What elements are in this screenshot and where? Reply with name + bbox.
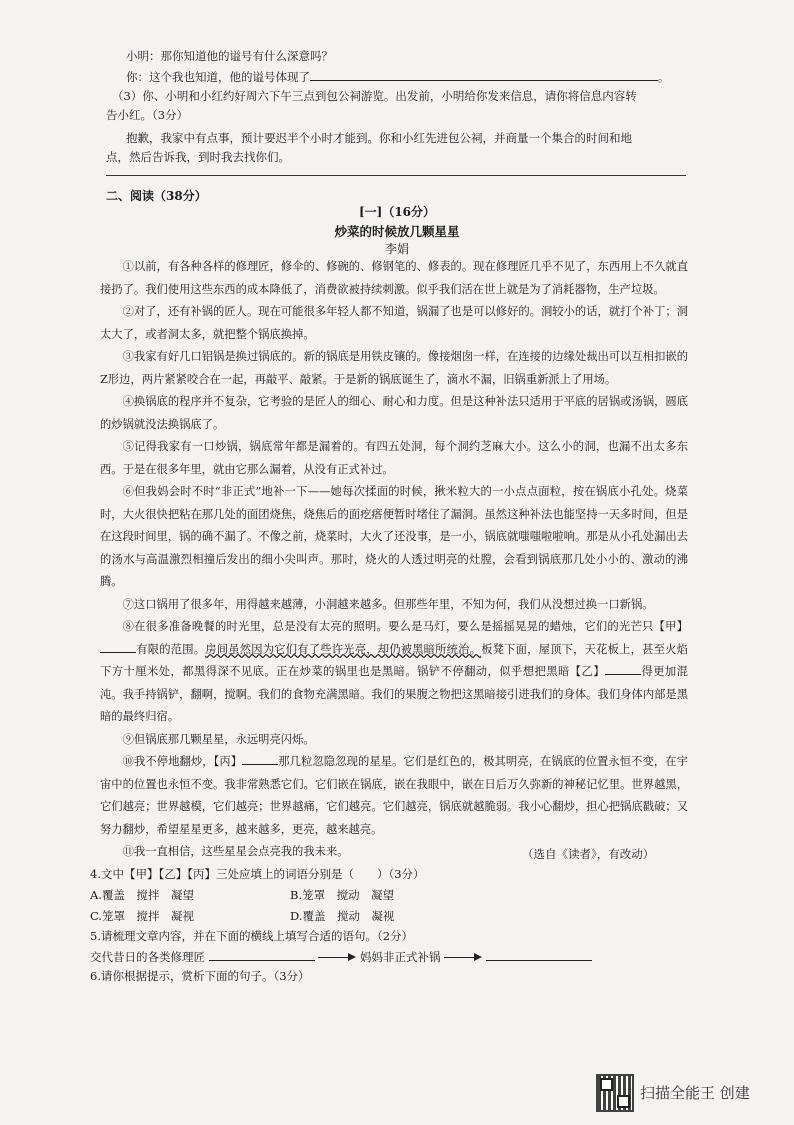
question-4: 4.文中【甲】【乙】【丙】三处应填上的词语分别是（ ）（3分） [90,867,425,881]
scanner-watermark: 扫描全能王 创建 [640,1084,750,1102]
p8-wavy-sentence: 房间虽然因为它们有了些许光亮，却仍被黑暗所统治。 [205,642,482,656]
paragraph-9: ⑨但锅底那几颗星星，永远明亮闪烁。 [122,732,315,746]
p8-part-e: 得更加混沌。我手持锅铲，翻啊，搅啊。我们的食物充满黑暗。我们的果腹之物把这黑暗接引进我们的身体。我们身体内部是黑暗的最终归宿。 [100,665,688,723]
p10-part-b: 那几粒忽隐忽现的星星。它们是红色的，极其明亮，在锅底的位置永恒不变，在宇宙中的位置也永恒不变。我非常熟悉它们。它们嵌在锅底，嵌在我眼中，嵌在日后万久弥新的神秘记忆里。世界越黑，它们越亮；世界越模，它们越亮；世界越痛，它们越亮。它们越亮，锅底就越脆弱。我小心翻炒，担心把锅底戳破；又努力翻炒，希望星星更多，越来越多，更亮，越来越亮。 [100,755,688,836]
q3-prompt-line2: 告小红。（3分） [106,108,189,122]
section-heading: 二、阅读（38分） [106,189,207,203]
answer-line[interactable] [106,175,686,176]
q5-step-3: 妈妈非正式补锅 [359,950,441,964]
q5-step-1: 交代昔日的各类修理匠 [90,950,205,964]
q3-prompt-line1: （3）你、小明和小红约好周六下午三点到包公祠游览。出发前，小明给你发来信息，请你将信息内容转 [112,89,637,103]
question-5: 5.请梳理文章内容，并在下面的横线上填写合适的语句。（2分） [90,929,414,943]
dialogue-ni-text: 你：这个我也知道，他的谥号体现了 [126,70,310,84]
paragraph-7: ⑦这口锅用了很多年，用得越来越薄，小洞越来越多。但那些年里，不知为何，我们从没想过换一口新锅。 [122,597,654,611]
p10-part-a: ⑩我不停地翻炒，【丙】 [122,755,243,768]
q5-blank-2[interactable] [486,948,592,961]
article-body [100,256,688,864]
p8-part-a: ⑧在很多准备晚餐的时光里，总是没有太亮的照明。要么是马灯，要么是摇摇晃晃的蜡烛，它们的光芒只【甲】 [122,620,688,633]
article-title: 炒菜的时候放几颗星星 [334,224,460,239]
source-note: （选自《读者》，有改动） [522,847,655,861]
q4-option-d[interactable]: D.覆盖 搅动 凝视 [290,909,395,923]
dialogue-ni [126,68,670,85]
qr-code-icon [596,1074,634,1112]
dialogue-xiaoming: 小明：那你知道他的谥号有什么深意吗？ [126,49,333,63]
paragraph-4: ④换锅底的程序并不复杂，它考验的是匠人的细心、耐心和力度。但是这种补法只适用于平底的居锅或汤锅，圆底的炒锅就没法换锅底了。 [100,395,688,431]
blank-yi[interactable] [605,662,641,675]
subsection-label: [一]（16分） [358,205,436,219]
question-6: 6.请你根据提示，赏析下面的句子。（3分） [90,969,310,983]
article-author: 李娟 [384,242,409,256]
blank-bing[interactable] [242,752,278,765]
dialogue-ni-end: 。 [658,70,670,84]
paragraph-6: ⑥但我妈会时不时“非正式”地补一下——她每次揉面的时候，揪米粒大的一小点点面粒，按在锅底小孔处。烧菜时，大火很快把粘在那几处的面团烧焦，烧焦后的面疙瘩便暂时堵住了漏洞。虽然这种补法也能坚持一天多时间，但是在这段时间里，锅的确不漏了。不像之前，烧菜时，大火了还没事，是一小，锅底就嗤嗤啦啦响。那是从小孔处漏出去的汤水与高温激烈相撞后发出的细小尖叫声。那时，烧火的人透过明亮的灶膛，会看到锅底那几处小小的、激动的沸腾。 [100,485,688,588]
paragraph-8 [100,616,688,729]
answer-blank[interactable] [310,68,658,81]
q4-option-a[interactable]: A.覆盖 搅拌 凝望 [90,888,194,902]
q4-option-b[interactable]: B.笼罩 搅动 凝望 [290,888,395,902]
p8-part-d: 板凳下面，屋顶下，天花板上，甚至火焰下方十厘米处，都黑得深不见底。正在炒菜的锅里也是黑暗。锅铲不停翻动，似乎想把黑暗【乙】 [100,642,688,678]
paragraph-1: ①以前，有各种各样的修理匠，修伞的、修碗的、修钢笔的、修表的。现在修理匠几乎不见了，东西用上不久就直接扔了。我们使用这些东西的成本降低了，消费欲被持续刺激。似乎我们活在世上就是为了消耗器物，生产垃圾。 [100,260,688,296]
paragraph-5: ⑤记得我家有一口炒锅，锅底常年都是漏着的。有四五处洞，每个洞约芝麻大小。这么小的洞，也漏不出太多东西。于是在很多年里，就由它那么漏着，从没有正式补过。 [100,440,688,476]
q4-option-c[interactable]: C.笼罩 搅拌 凝视 [90,909,195,923]
blank-jia[interactable] [100,640,136,653]
p8-part-b: 有限的范围。 [136,642,206,656]
q5-blank-1[interactable] [209,948,315,961]
paragraph-10 [100,751,688,841]
paragraph-2: ②对了，还有补锅的匠人。现在可能很多年轻人都不知道，锅漏了也是可以修好的。洞较小的话，就打个补丁；洞太大了，或者洞太多，就把整个锅底换掉。 [100,305,688,341]
message-line2: 点，然后告诉我，到时我去找你们。 [106,150,290,164]
q5-flow [90,948,592,965]
paragraph-3: ③我家有好几口铝锅是换过锅底的。新的锅底是用铁皮镶的。像接烟囱一样，在连接的边缘处裁出可以互相扣嵌的Z形边，两片紧紧咬合在一起，再敲平、敲紧。于是新的锅底诞生了，滴水不漏，旧锅重新派上了用场。 [100,350,688,386]
message-line1: 抱歉，我家中有点事，预计要迟半个小时才能到。你和小红先进包公祠，并商量一个集合的时间和地 [126,131,632,145]
paragraph-11: ⑪我一直相信，这些星星会点亮我的我未来。 [122,845,349,858]
